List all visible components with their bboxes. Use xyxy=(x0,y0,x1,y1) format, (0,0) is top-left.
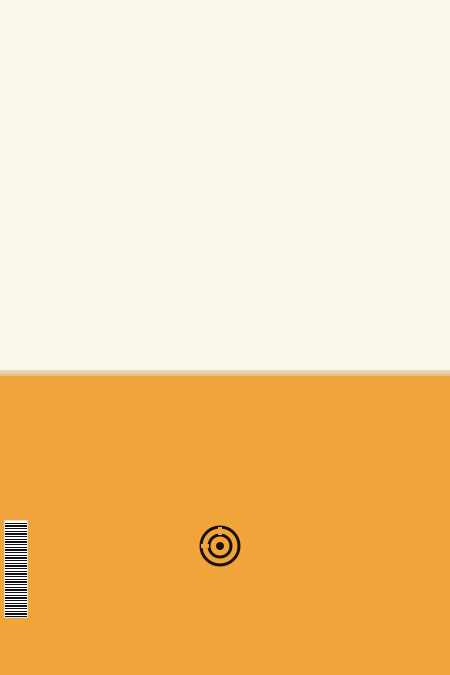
barcode xyxy=(4,520,28,618)
barcode-number xyxy=(26,520,36,616)
publisher-logo-icon xyxy=(186,522,254,600)
